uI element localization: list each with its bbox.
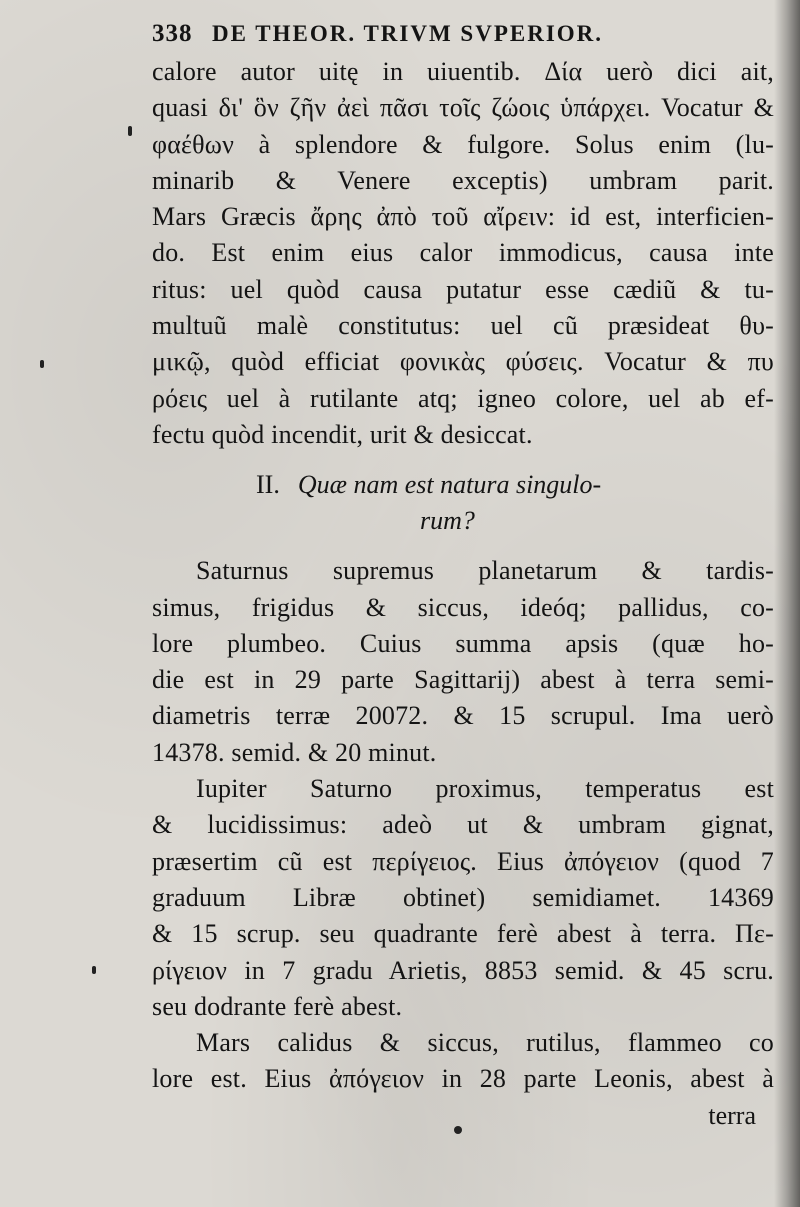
section-heading-continuation: rum? bbox=[420, 506, 475, 536]
text-line: multuũ malè constitutus: uel cũ præsideat θυ- bbox=[152, 311, 774, 341]
text-line: ρόεις uel à rutilante atq; igneo colore, uel ab ef- bbox=[152, 383, 774, 413]
text-line: ρίγειον in 7 gradu Arietis, 8853 semid. & 45 scru. bbox=[152, 955, 774, 985]
text-line: lore plumbeo. Cuius summa apsis (quæ ho- bbox=[152, 628, 774, 658]
book-spine-shadow bbox=[774, 0, 800, 1207]
text-block bbox=[152, 14, 774, 1134]
text-line: Iupiter Saturno proximus, temperatus est bbox=[196, 774, 774, 804]
text-line: calore autor uitę in uiuentib. Δία uerò dici ait, bbox=[152, 57, 774, 86]
text-line: fectu quòd incendit, urit & desiccat. bbox=[152, 419, 533, 449]
text-line: lore est. Eius ἀπόγειον in 28 parte Leonis, abest à bbox=[152, 1064, 774, 1094]
text-line: diametris terræ 20072. & 15 scrupul. Ima uerò bbox=[152, 701, 774, 731]
page-number: 338 bbox=[152, 20, 193, 47]
text-line: seu dodrante ferè abest. bbox=[152, 991, 403, 1021]
section-heading-line: Quæ nam est natura singulo- bbox=[297, 470, 602, 500]
text-line: graduum Libræ obtinet) semidiamet. 14369 bbox=[152, 882, 774, 912]
section-number: II. bbox=[256, 470, 280, 500]
margin-mark bbox=[40, 360, 44, 368]
paragraph-saturn bbox=[152, 553, 774, 771]
paragraph-1 bbox=[152, 54, 774, 453]
text-line: quasi δι' ὃν ζῆν ἀεὶ πᾶσι τοῖς ζώοις ὑπάρχει. Vocatur & bbox=[152, 93, 774, 123]
margin-mark bbox=[128, 126, 132, 136]
text-line: μικῷ, quòd efficiat φονικὰς φύσεις. Vocatur & πυ bbox=[152, 347, 774, 377]
text-line: ritus: uel quòd causa putatur esse cædiũ & tu- bbox=[152, 274, 774, 304]
text-line: præsertim cũ est περίγειος. Eius ἀπόγειον (quod 7 bbox=[152, 846, 774, 876]
text-line: & 15 scrup. seu quadrante ferè abest à terra. Πε- bbox=[152, 919, 774, 949]
running-header bbox=[152, 14, 774, 54]
paragraph-jupiter bbox=[152, 771, 774, 1025]
catchword: terra bbox=[708, 1100, 756, 1130]
text-line: Saturnus supremus planetarum & tardis- bbox=[196, 556, 774, 586]
paragraph-mars bbox=[152, 1025, 774, 1098]
text-line: minarib & Venere exceptis) umbram parit. bbox=[152, 165, 774, 195]
text-line: die est in 29 parte Sagittarij) abest à terra semi- bbox=[152, 665, 774, 695]
text-line: do. Est enim eius calor immodicus, causa inte bbox=[152, 238, 774, 268]
text-line: φαέθων à splendore & fulgore. Solus enim (lu- bbox=[152, 129, 774, 159]
section-heading bbox=[152, 467, 774, 503]
text-line: simus, frigidus & siccus, ideóq; pallidus, co- bbox=[152, 592, 774, 622]
running-title: DE THEOR. TRIVM SVPERIOR. bbox=[212, 21, 604, 46]
text-line: Mars calidus & siccus, rutilus, flammeo co bbox=[196, 1028, 774, 1058]
margin-mark bbox=[92, 966, 96, 974]
text-line: & lucidissimus: adeò ut & umbram gignat, bbox=[152, 810, 774, 840]
text-line: Mars Græcis ἄρης ἀπὸ τοῦ αἴρειν: id est, interficien- bbox=[152, 202, 774, 232]
text-line: 14378. semid. & 20 minut. bbox=[152, 737, 437, 767]
